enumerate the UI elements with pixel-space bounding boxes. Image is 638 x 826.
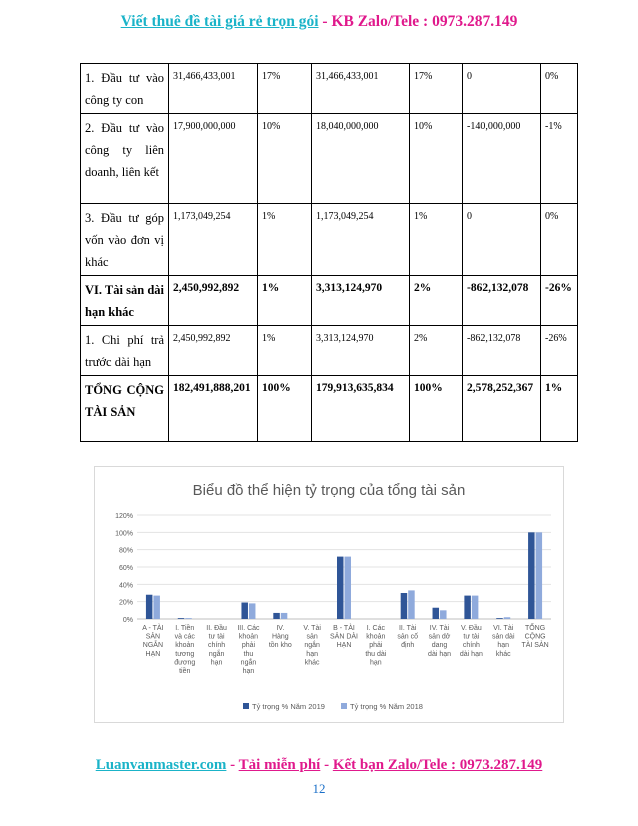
table-cell-p2: 10% <box>410 114 463 204</box>
x-tick-label: III. Các khoản phải thu ngắn hạn <box>237 625 260 675</box>
header-contact: KB Zalo/Tele : 0973.287.149 <box>331 13 518 30</box>
table-cell-diff: -862,132,078 <box>463 276 541 326</box>
footer-site-link[interactable]: Luanvanmaster.com <box>95 757 227 773</box>
bar <box>504 617 511 619</box>
table-cell-p1: 100% <box>258 376 312 442</box>
bar <box>249 603 256 619</box>
table-row <box>81 276 578 326</box>
bar <box>496 618 503 619</box>
table-cell-name: 1. Đầu tư vào công ty con <box>81 64 169 114</box>
table-cell-dp: 1% <box>541 376 578 442</box>
table-cell-p1: 17% <box>258 64 312 114</box>
x-tick-label: II. Tài sản cố định <box>397 625 419 650</box>
x-tick-label: I. Tiền và các khoản tương đương tiền <box>174 625 196 675</box>
table-cell-diff: 0 <box>463 204 541 276</box>
table-cell-name: 2. Đầu tư vào công ty liên doanh, liên kết <box>81 114 169 204</box>
bar <box>337 557 344 619</box>
table-cell-p1: 1% <box>258 326 312 376</box>
table-cell-p1: 1% <box>258 276 312 326</box>
table-cell-v2: 3,313,124,970 <box>312 276 410 326</box>
x-tick-label: V. Đầu tư tài chính dài hạn <box>459 625 483 658</box>
bar <box>528 532 535 619</box>
y-tick-label: 0% <box>122 617 133 624</box>
x-tick-label: A - TÀI SẢN NGẮN HẠN <box>142 625 164 658</box>
y-tick-label: 80% <box>118 547 133 555</box>
table-cell-v2: 1,173,049,254 <box>312 204 410 276</box>
table-cell-dp: -1% <box>541 114 578 204</box>
table-cell-v1: 2,450,992,892 <box>169 326 258 376</box>
page-number: 12 <box>312 781 326 796</box>
page-header <box>0 13 638 31</box>
table-cell-p2: 17% <box>410 64 463 114</box>
table-row <box>81 204 578 276</box>
bar <box>440 610 447 619</box>
y-tick-label: 100% <box>115 530 133 538</box>
bar <box>281 613 288 619</box>
bar <box>241 603 248 619</box>
y-tick-label: 20% <box>118 599 133 607</box>
footer-separator: - <box>226 757 239 773</box>
legend-label: Tỷ trọng % Năm 2018 <box>350 702 423 711</box>
x-tick-label: V. Tài sản ngắn hạn khác <box>303 625 321 667</box>
table-cell-v2: 3,313,124,970 <box>312 326 410 376</box>
table-cell-diff: 2,578,252,367 <box>463 376 541 442</box>
table-cell-dp: -26% <box>541 326 578 376</box>
x-tick-label: II. Đầu tư tài chính ngắn hạn <box>206 625 227 667</box>
table-cell-name: 1. Chi phí trả trước dài hạn <box>81 326 169 376</box>
table-cell-v1: 182,491,888,201 <box>169 376 258 442</box>
table-row <box>81 114 578 204</box>
table-cell-p1: 10% <box>258 114 312 204</box>
bar <box>464 596 471 619</box>
table-cell-p1: 1% <box>258 204 312 276</box>
x-tick-label: VI. Tài sản dài hạn khác <box>491 625 515 658</box>
table-cell-name: TỔNG CỘNG TÀI SẢN <box>81 376 169 442</box>
footer-contact-link[interactable]: Kết bạn Zalo/Tele : 0973.287.149 <box>332 757 543 773</box>
chart-canvas <box>95 467 563 722</box>
asset-ratio-chart <box>94 466 564 723</box>
header-link[interactable]: Viết thuê đề tài giá rẻ trọn gói <box>120 13 319 30</box>
legend-label: Tỷ trọng % Năm 2019 <box>252 702 325 711</box>
bar <box>178 618 185 619</box>
table-cell-dp: 0% <box>541 204 578 276</box>
table-cell-dp: 0% <box>541 64 578 114</box>
table-cell-v2: 18,040,000,000 <box>312 114 410 204</box>
header-separator: - <box>318 13 332 30</box>
table-cell-v1: 31,466,433,001 <box>169 64 258 114</box>
table-cell-name: 3. Đầu tư góp vốn vào đơn vị khác <box>81 204 169 276</box>
table-cell-p2: 2% <box>410 276 463 326</box>
x-tick-label: TỔNG CỘNG TÀI SẢN <box>521 625 549 650</box>
table-cell-p2: 100% <box>410 376 463 442</box>
y-tick-label: 60% <box>118 565 133 572</box>
footer-free-link[interactable]: Tải miễn phí <box>238 757 321 773</box>
table-cell-v2: 179,913,635,834 <box>312 376 410 442</box>
legend-swatch <box>243 703 249 709</box>
y-tick-label: 120% <box>115 513 133 520</box>
table-row <box>81 376 578 442</box>
table-cell-v2: 31,466,433,001 <box>312 64 410 114</box>
bar <box>536 532 543 619</box>
bar <box>345 557 352 619</box>
table-cell-v1: 2,450,992,892 <box>169 276 258 326</box>
bar <box>146 595 153 619</box>
table-cell-name: VI. Tài sản dài hạn khác <box>81 276 169 326</box>
x-tick-label: B - TÀI SẢN DÀI HẠN <box>329 625 359 650</box>
bar <box>401 593 408 619</box>
x-tick-label: I. Các khoản phải thu dài hạn <box>365 625 387 667</box>
x-tick-label: IV. Hàng tồn kho <box>268 625 292 650</box>
bar <box>153 596 160 619</box>
page-footer <box>0 757 638 774</box>
x-tick-label: IV. Tài sản dở dang dài hạn <box>428 625 452 658</box>
legend-swatch <box>341 703 347 709</box>
table-cell-v1: 17,900,000,000 <box>169 114 258 204</box>
table-cell-p2: 1% <box>410 204 463 276</box>
bar <box>185 618 192 619</box>
table-cell-diff: 0 <box>463 64 541 114</box>
balance-sheet-table <box>80 63 578 442</box>
table-cell-p2: 2% <box>410 326 463 376</box>
table-cell-diff: -140,000,000 <box>463 114 541 204</box>
footer-separator: - <box>320 757 333 773</box>
bar <box>273 613 280 619</box>
bar <box>408 590 415 619</box>
table-cell-diff: -862,132,078 <box>463 326 541 376</box>
y-tick-label: 40% <box>118 582 133 590</box>
chart-title: Biểu đồ thể hiện tỷ trọng của tổng tài sản <box>192 482 466 499</box>
bar <box>433 608 440 619</box>
bar <box>472 596 479 619</box>
table-row <box>81 64 578 114</box>
table-cell-v1: 1,173,049,254 <box>169 204 258 276</box>
table-cell-dp: -26% <box>541 276 578 326</box>
table-row <box>81 326 578 376</box>
